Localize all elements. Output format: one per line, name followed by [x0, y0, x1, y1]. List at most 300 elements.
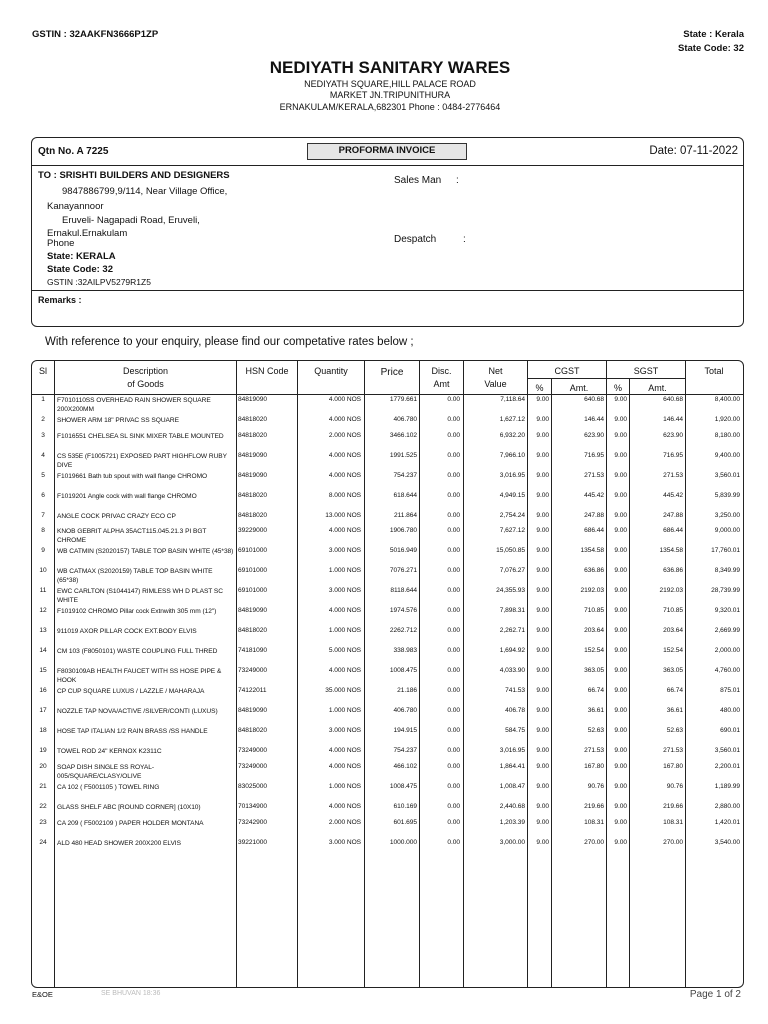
cell-cp: 9.00 — [536, 416, 549, 423]
cell-sa: 167.80 — [663, 763, 683, 770]
cell-disc: 0.00 — [447, 416, 460, 423]
cell-net: 1,203.39 — [499, 819, 525, 826]
cell-sl: 18 — [39, 727, 47, 734]
cell-net: 1,008.47 — [499, 783, 525, 790]
cell-ca: 271.53 — [584, 472, 604, 479]
column-divider — [236, 361, 237, 987]
cell-hsn: 83025000 — [238, 783, 267, 790]
cell-sa: 271.53 — [663, 472, 683, 479]
cell-hsn: 84819090 — [238, 396, 267, 403]
cell-sl: 1 — [41, 396, 45, 403]
col-header-hsn: HSN Code — [245, 366, 289, 376]
cell-cp: 9.00 — [536, 432, 549, 439]
cell-cp: 9.00 — [536, 527, 549, 534]
cell-sl: 4 — [41, 452, 45, 459]
customer-phone: Phone — [47, 238, 75, 249]
cell-qty: 1.000 NOS — [328, 627, 361, 634]
cell-ca: 1354.58 — [580, 547, 604, 554]
cell-total: 8,349.99 — [714, 567, 740, 574]
page-number: Page 1 of 2 — [689, 989, 741, 1000]
cell-disc: 0.00 — [447, 647, 460, 654]
cell-sp: 9.00 — [614, 396, 627, 403]
cell-hsn: 84818020 — [238, 416, 267, 423]
cell-sp: 9.00 — [614, 587, 627, 594]
company-address-3: ERNAKULAM/KERALA,682301 Phone : 0484-2776464 — [279, 102, 501, 112]
cell-disc: 0.00 — [447, 707, 460, 714]
cell-ca: 623.90 — [584, 432, 604, 439]
seller-state-code: State Code: 32 — [678, 43, 744, 54]
cell-price: 1974.576 — [389, 607, 417, 614]
cell-net: 7,898.31 — [499, 607, 525, 614]
col-header-cgst-amt: Amt. — [569, 383, 589, 393]
cell-ca: 271.53 — [584, 747, 604, 754]
user-stamp: SE BHUVAN 18:36 — [101, 990, 161, 997]
customer-address-4: Ernakul.Ernakulam — [47, 228, 128, 239]
cell-total: 8,180.00 — [714, 432, 740, 439]
col-header-disc: Disc. — [431, 366, 452, 376]
cell-sp: 9.00 — [614, 547, 627, 554]
cell-net: 1,864.41 — [499, 763, 525, 770]
cell-ca: 636.86 — [584, 567, 604, 574]
cell-hsn: 73249000 — [238, 763, 267, 770]
cell-price: 406.780 — [393, 707, 417, 714]
cell-price: 1779.661 — [389, 396, 417, 403]
cell-desc: KNOB GEBRIT ALPHA 35ACT115.045.21.3 PI BGT CHROME — [57, 528, 207, 544]
cell-ca: 203.64 — [584, 627, 604, 634]
cell-net: 4,949.15 — [499, 492, 525, 499]
cell-net: 6,932.20 — [499, 432, 525, 439]
cell-hsn: 73249000 — [238, 747, 267, 754]
col-header-goods: of Goods — [127, 379, 164, 389]
customer-address-1: 9847886799,9/114, Near Village Office, — [62, 186, 228, 197]
cell-desc: CS 535E (F1005721) EXPOSED PART HIGHFLOW RUBY DIVE — [57, 453, 227, 469]
cell-ca: 2192.03 — [580, 587, 604, 594]
cell-qty: 4.000 NOS — [328, 607, 361, 614]
cell-sa: 710.85 — [663, 607, 683, 614]
cell-desc: F1019201 Angle cock with wall flange CHROMO — [57, 493, 197, 500]
divider — [32, 290, 743, 291]
cell-desc: SOAP DISH SINGLE SS ROYAL-005/SQUARE/CLASY/OLIVE — [57, 764, 155, 780]
cell-net: 741.53 — [505, 687, 525, 694]
proforma-invoice-label: PROFORMA INVOICE — [307, 143, 467, 160]
cell-desc: TOWEL ROD 24" KERNOX K2311C — [57, 748, 162, 755]
cell-desc: F7010110SS OVERHEAD RAIN SHOWER SQUARE 200X200MM — [57, 397, 211, 413]
cell-disc: 0.00 — [447, 819, 460, 826]
cell-qty: 8.000 NOS — [328, 492, 361, 499]
cell-ca: 363.05 — [584, 667, 604, 674]
cell-desc: 911019 AXOR PILLAR COCK EXT.BODY ELVIS — [57, 628, 197, 635]
cell-ca: 247.88 — [584, 512, 604, 519]
cell-hsn: 84819090 — [238, 452, 267, 459]
customer-name: TO : SRISHTI BUILDERS AND DESIGNERS — [38, 170, 230, 181]
cell-ca: 686.44 — [584, 527, 604, 534]
cell-total: 9,320.01 — [714, 607, 740, 614]
cell-qty: 4.000 NOS — [328, 803, 361, 810]
cell-ca: 640.68 — [584, 396, 604, 403]
cell-total: 690.01 — [720, 727, 740, 734]
cell-hsn: 84819090 — [238, 607, 267, 614]
cell-net: 7,076.27 — [499, 567, 525, 574]
eoe-label: E&OE — [32, 990, 53, 999]
cell-price: 610.169 — [393, 803, 417, 810]
cell-sp: 9.00 — [614, 727, 627, 734]
cell-hsn: 69101000 — [238, 547, 267, 554]
cell-total: 2,000.00 — [714, 647, 740, 654]
cell-total: 28,739.99 — [711, 587, 740, 594]
cell-sa: 686.44 — [663, 527, 683, 534]
cell-cp: 9.00 — [536, 547, 549, 554]
customer-state-code: State Code: 32 — [47, 264, 113, 275]
cell-net: 3,000.00 — [499, 839, 525, 846]
cell-desc: CP CUP SQUARE LUXUS / LAZZLE / MAHARAJA — [57, 688, 205, 695]
cell-sa: 2192.03 — [659, 587, 683, 594]
cell-qty: 4.000 NOS — [328, 667, 361, 674]
cell-qty: 1.000 NOS — [328, 783, 361, 790]
cell-disc: 0.00 — [447, 587, 460, 594]
cell-total: 17,760.01 — [711, 547, 740, 554]
cell-sp: 9.00 — [614, 567, 627, 574]
cell-sa: 152.54 — [663, 647, 683, 654]
cell-sl: 12 — [39, 607, 47, 614]
cell-price: 406.780 — [393, 416, 417, 423]
col-header-net: Net — [488, 366, 503, 376]
cell-ca: 108.31 — [584, 819, 604, 826]
cell-disc: 0.00 — [447, 567, 460, 574]
cell-desc: ANGLE COCK PRIVAC CRAZY ECO CP — [57, 513, 176, 520]
cell-sl: 10 — [39, 567, 47, 574]
cell-sp: 9.00 — [614, 432, 627, 439]
cell-ca: 270.00 — [584, 839, 604, 846]
cell-net: 2,754.24 — [499, 512, 525, 519]
cell-net: 7,118.64 — [500, 396, 525, 403]
cell-net: 4,033.90 — [499, 667, 525, 674]
cell-cp: 9.00 — [536, 763, 549, 770]
cell-total: 1,420.01 — [714, 819, 740, 826]
cell-disc: 0.00 — [447, 839, 460, 846]
cell-qty: 3.000 NOS — [328, 587, 361, 594]
sales-man-colon: : — [456, 175, 459, 186]
cell-sl: 13 — [39, 627, 47, 634]
cell-sl: 23 — [39, 819, 47, 826]
cell-qty: 4.000 NOS — [328, 452, 361, 459]
cell-price: 754.237 — [393, 472, 417, 479]
cell-desc: F1019102 CHROMO Pillar cock Extnwith 305 mm (12") — [57, 608, 217, 615]
cell-sa: 247.88 — [663, 512, 683, 519]
cell-sa: 90.76 — [666, 783, 683, 790]
cell-sp: 9.00 — [614, 527, 627, 534]
cell-sa: 66.74 — [666, 687, 683, 694]
cell-price: 3466.102 — [389, 432, 417, 439]
cell-qty: 1.000 NOS — [328, 567, 361, 574]
cell-qty: 2.000 NOS — [328, 819, 361, 826]
cell-sl: 6 — [41, 492, 45, 499]
cell-net: 406.78 — [505, 707, 525, 714]
cell-disc: 0.00 — [447, 512, 460, 519]
cell-cp: 9.00 — [536, 452, 549, 459]
cell-disc: 0.00 — [447, 527, 460, 534]
cell-disc: 0.00 — [447, 667, 460, 674]
cell-total: 5,839.99 — [714, 492, 740, 499]
col-header-disc-amt: Amt — [433, 379, 450, 389]
despatch-colon: : — [463, 234, 466, 245]
cell-cp: 9.00 — [536, 667, 549, 674]
cell-price: 1008.475 — [389, 783, 417, 790]
company-address-2: MARKET JN.TRIPUNITHURA — [329, 90, 451, 100]
cell-disc: 0.00 — [447, 492, 460, 499]
cell-desc: WB CATMAX (S2020159) TABLE TOP BASIN WHITE (65*38) — [57, 568, 213, 584]
customer-gstin: GSTIN :32AILPV5279R1Z5 — [47, 277, 151, 287]
cell-cp: 9.00 — [536, 707, 549, 714]
cell-sp: 9.00 — [614, 839, 627, 846]
cell-disc: 0.00 — [447, 727, 460, 734]
cell-sp: 9.00 — [614, 492, 627, 499]
cell-price: 466.102 — [393, 763, 417, 770]
cell-disc: 0.00 — [447, 687, 460, 694]
cell-sl: 8 — [41, 527, 45, 534]
cell-sp: 9.00 — [614, 472, 627, 479]
cell-ca: 66.74 — [587, 687, 604, 694]
cell-ca: 146.44 — [584, 416, 604, 423]
cell-disc: 0.00 — [447, 803, 460, 810]
cell-sl: 9 — [41, 547, 45, 554]
cell-qty: 4.000 NOS — [328, 747, 361, 754]
cell-cp: 9.00 — [536, 587, 549, 594]
cell-qty: 35.000 NOS — [325, 687, 361, 694]
cell-total: 2,669.99 — [714, 627, 740, 634]
cell-sl: 21 — [39, 783, 47, 790]
cell-disc: 0.00 — [447, 432, 460, 439]
table-header-divider — [32, 394, 743, 395]
cell-sa: 640.68 — [663, 396, 683, 403]
cell-ca: 36.61 — [587, 707, 604, 714]
cell-price: 21.186 — [397, 687, 417, 694]
cell-desc: CA 209 ( F5002109 ) PAPER HOLDER MONTANA — [57, 820, 204, 827]
cell-ca: 710.85 — [584, 607, 604, 614]
cell-ca: 52.63 — [587, 727, 604, 734]
cell-sp: 9.00 — [614, 819, 627, 826]
cell-hsn: 73249000 — [238, 667, 267, 674]
cell-total: 3,250.00 — [714, 512, 740, 519]
cell-sp: 9.00 — [614, 667, 627, 674]
cell-disc: 0.00 — [447, 607, 460, 614]
cell-desc: F1016551 CHELSEA SL SINK MIXER TABLE MOUNTED — [57, 433, 224, 440]
cell-price: 194.915 — [393, 727, 417, 734]
cell-sa: 36.61 — [666, 707, 683, 714]
cell-desc: SHOWER ARM 18" PRIVAC SS SQUARE — [57, 417, 179, 424]
cell-hsn: 84819090 — [238, 472, 267, 479]
cell-cp: 9.00 — [536, 607, 549, 614]
cell-sp: 9.00 — [614, 687, 627, 694]
cell-sl: 24 — [39, 839, 47, 846]
cell-sp: 9.00 — [614, 512, 627, 519]
cell-net: 7,627.12 — [499, 527, 525, 534]
col-header-sgst-amt: Amt. — [648, 383, 667, 393]
seller-gstin: GSTIN : 32AAKFN3666P1ZP — [32, 29, 159, 40]
cell-disc: 0.00 — [447, 547, 460, 554]
despatch-label: Despatch — [394, 234, 437, 245]
cell-sa: 219.66 — [663, 803, 683, 810]
cell-hsn: 74122011 — [238, 687, 267, 694]
cell-disc: 0.00 — [447, 452, 460, 459]
cell-disc: 0.00 — [447, 627, 460, 634]
col-header-net-value: Value — [484, 379, 507, 389]
cell-cp: 9.00 — [536, 512, 549, 519]
cell-sp: 9.00 — [614, 627, 627, 634]
cell-hsn: 39229000 — [238, 527, 267, 534]
cell-total: 4,760.00 — [714, 667, 740, 674]
cell-sa: 636.86 — [663, 567, 683, 574]
cell-net: 3,016.95 — [499, 472, 525, 479]
cell-hsn: 73242900 — [238, 819, 267, 826]
cell-qty: 5.000 NOS — [328, 647, 361, 654]
cell-hsn: 84818020 — [238, 512, 267, 519]
cell-sa: 716.95 — [663, 452, 683, 459]
cell-price: 754.237 — [393, 747, 417, 754]
cell-price: 1008.475 — [389, 667, 417, 674]
cell-sl: 17 — [39, 707, 47, 714]
cell-price: 1000.000 — [389, 839, 417, 846]
cell-sl: 14 — [39, 647, 47, 654]
cell-sl: 16 — [39, 687, 47, 694]
col-header-quantity: Quantity — [314, 366, 348, 376]
cell-sp: 9.00 — [614, 783, 627, 790]
cell-sa: 203.64 — [663, 627, 683, 634]
cell-sa: 445.42 — [663, 492, 683, 499]
cell-disc: 0.00 — [447, 396, 460, 403]
cell-qty: 1.000 NOS — [328, 707, 361, 714]
col-header-total: Total — [704, 366, 724, 376]
cell-sa: 270.00 — [663, 839, 683, 846]
cell-net: 1,627.12 — [499, 416, 525, 423]
customer-address-3: Eruveli- Nagapadi Road, Eruveli, — [62, 215, 200, 226]
col-header-cgst-pct: % — [535, 383, 544, 393]
cell-net: 2,262.71 — [499, 627, 525, 634]
cell-hsn: 39221000 — [238, 839, 267, 846]
cell-sl: 22 — [39, 803, 47, 810]
cell-ca: 90.76 — [587, 783, 604, 790]
cell-disc: 0.00 — [447, 783, 460, 790]
cell-total: 2,200.01 — [714, 763, 740, 770]
cell-price: 211.864 — [394, 512, 417, 519]
cell-price: 1906.780 — [389, 527, 417, 534]
cell-desc: HOSE TAP ITALIAN 1/2 RAIN BRASS /SS HANDLE — [57, 728, 208, 735]
cell-qty: 4.000 NOS — [328, 396, 361, 403]
quotation-date: Date: 07-11-2022 — [649, 145, 738, 157]
cell-desc: F8030109AB HEALTH FAUCET WITH SS HOSE PIPE & HOOK — [57, 668, 222, 684]
cell-net: 15,050.85 — [496, 547, 525, 554]
cell-total: 1,920.00 — [714, 416, 740, 423]
cell-hsn: 84818020 — [238, 627, 267, 634]
cell-cp: 9.00 — [536, 819, 549, 826]
cell-sp: 9.00 — [614, 747, 627, 754]
cell-total: 480.00 — [720, 707, 740, 714]
cell-hsn: 84818020 — [238, 727, 267, 734]
column-divider — [629, 379, 630, 987]
cell-price: 1991.525 — [389, 452, 417, 459]
cell-cp: 9.00 — [536, 627, 549, 634]
cell-net: 1,694.92 — [499, 647, 525, 654]
sales-man-label: Sales Man — [394, 175, 442, 186]
cell-total: 9,000.00 — [714, 527, 740, 534]
cell-cp: 9.00 — [536, 567, 549, 574]
cell-net: 2,440.68 — [499, 803, 525, 810]
cell-total: 9,400.00 — [714, 452, 740, 459]
cell-total: 875.01 — [720, 687, 740, 694]
cell-sp: 9.00 — [614, 452, 627, 459]
divider — [32, 165, 743, 166]
cell-desc: CM 103 (F8050101) WASTE COUPLING FULL THRED — [57, 648, 218, 655]
column-divider — [551, 379, 552, 987]
cell-disc: 0.00 — [447, 763, 460, 770]
cell-cp: 9.00 — [536, 687, 549, 694]
col-header-cgst: CGST — [554, 366, 580, 376]
cell-sa: 271.53 — [663, 747, 683, 754]
cell-sl: 2 — [41, 416, 45, 423]
cell-net: 584.75 — [505, 727, 525, 734]
cell-total: 3,560.01 — [714, 472, 740, 479]
col-header-sl: Sl — [38, 366, 47, 376]
cell-qty: 3.000 NOS — [328, 839, 361, 846]
col-header-sgst-pct: % — [613, 383, 622, 393]
cell-sl: 7 — [41, 512, 45, 519]
customer-state: State: KERALA — [47, 251, 116, 262]
cell-sl: 15 — [39, 667, 47, 674]
cell-sp: 9.00 — [614, 647, 627, 654]
cell-price: 338.983 — [393, 647, 417, 654]
cell-desc: EWC CARLTON (S1044147) RIMLESS WH D PLAST SC WHITE — [57, 588, 223, 604]
cell-sa: 52.63 — [666, 727, 683, 734]
column-divider — [54, 361, 55, 987]
cell-hsn: 84818020 — [238, 492, 267, 499]
cell-qty: 4.000 NOS — [328, 416, 361, 423]
company-address-1: NEDIYATH SQUARE,HILL PALACE ROAD — [304, 79, 476, 89]
cell-desc: CA 102 ( F5001105 ) TOWEL RING — [57, 784, 160, 791]
cell-desc: F1019661 Bath tub spout with wall flange CHROMO — [57, 473, 208, 480]
cell-cp: 9.00 — [536, 783, 549, 790]
cell-hsn: 69101000 — [238, 587, 267, 594]
cell-qty: 3.000 NOS — [328, 547, 361, 554]
cell-cp: 9.00 — [536, 839, 549, 846]
cell-ca: 219.66 — [584, 803, 604, 810]
cell-cp: 9.00 — [536, 803, 549, 810]
cell-price: 5016.949 — [389, 547, 417, 554]
cell-qty: 3.000 NOS — [328, 727, 361, 734]
cell-sa: 108.31 — [663, 819, 683, 826]
cell-sl: 11 — [39, 587, 47, 594]
cell-price: 8118.644 — [390, 587, 417, 594]
cell-net: 24,355.93 — [496, 587, 525, 594]
cell-price: 618.644 — [393, 492, 417, 499]
cell-sp: 9.00 — [614, 763, 627, 770]
customer-address-2: Kanayannoor — [47, 201, 104, 212]
cell-sp: 9.00 — [614, 607, 627, 614]
cell-hsn: 84818020 — [238, 432, 267, 439]
cell-total: 3,540.00 — [714, 839, 740, 846]
cell-sa: 1354.58 — [659, 547, 683, 554]
cell-sa: 363.05 — [663, 667, 683, 674]
cell-disc: 0.00 — [447, 747, 460, 754]
cell-desc: GLASS SHELF ABC [ROUND CORNER] (10X10) — [57, 804, 201, 811]
col-header-price: Price — [380, 367, 404, 378]
cell-hsn: 84819090 — [238, 707, 267, 714]
cell-hsn: 69101000 — [238, 567, 267, 574]
cell-net: 3,016.95 — [499, 747, 525, 754]
cell-ca: 167.80 — [584, 763, 604, 770]
cell-sp: 9.00 — [614, 803, 627, 810]
cell-total: 1,189.99 — [714, 783, 740, 790]
cell-disc: 0.00 — [447, 472, 460, 479]
cell-cp: 9.00 — [536, 747, 549, 754]
